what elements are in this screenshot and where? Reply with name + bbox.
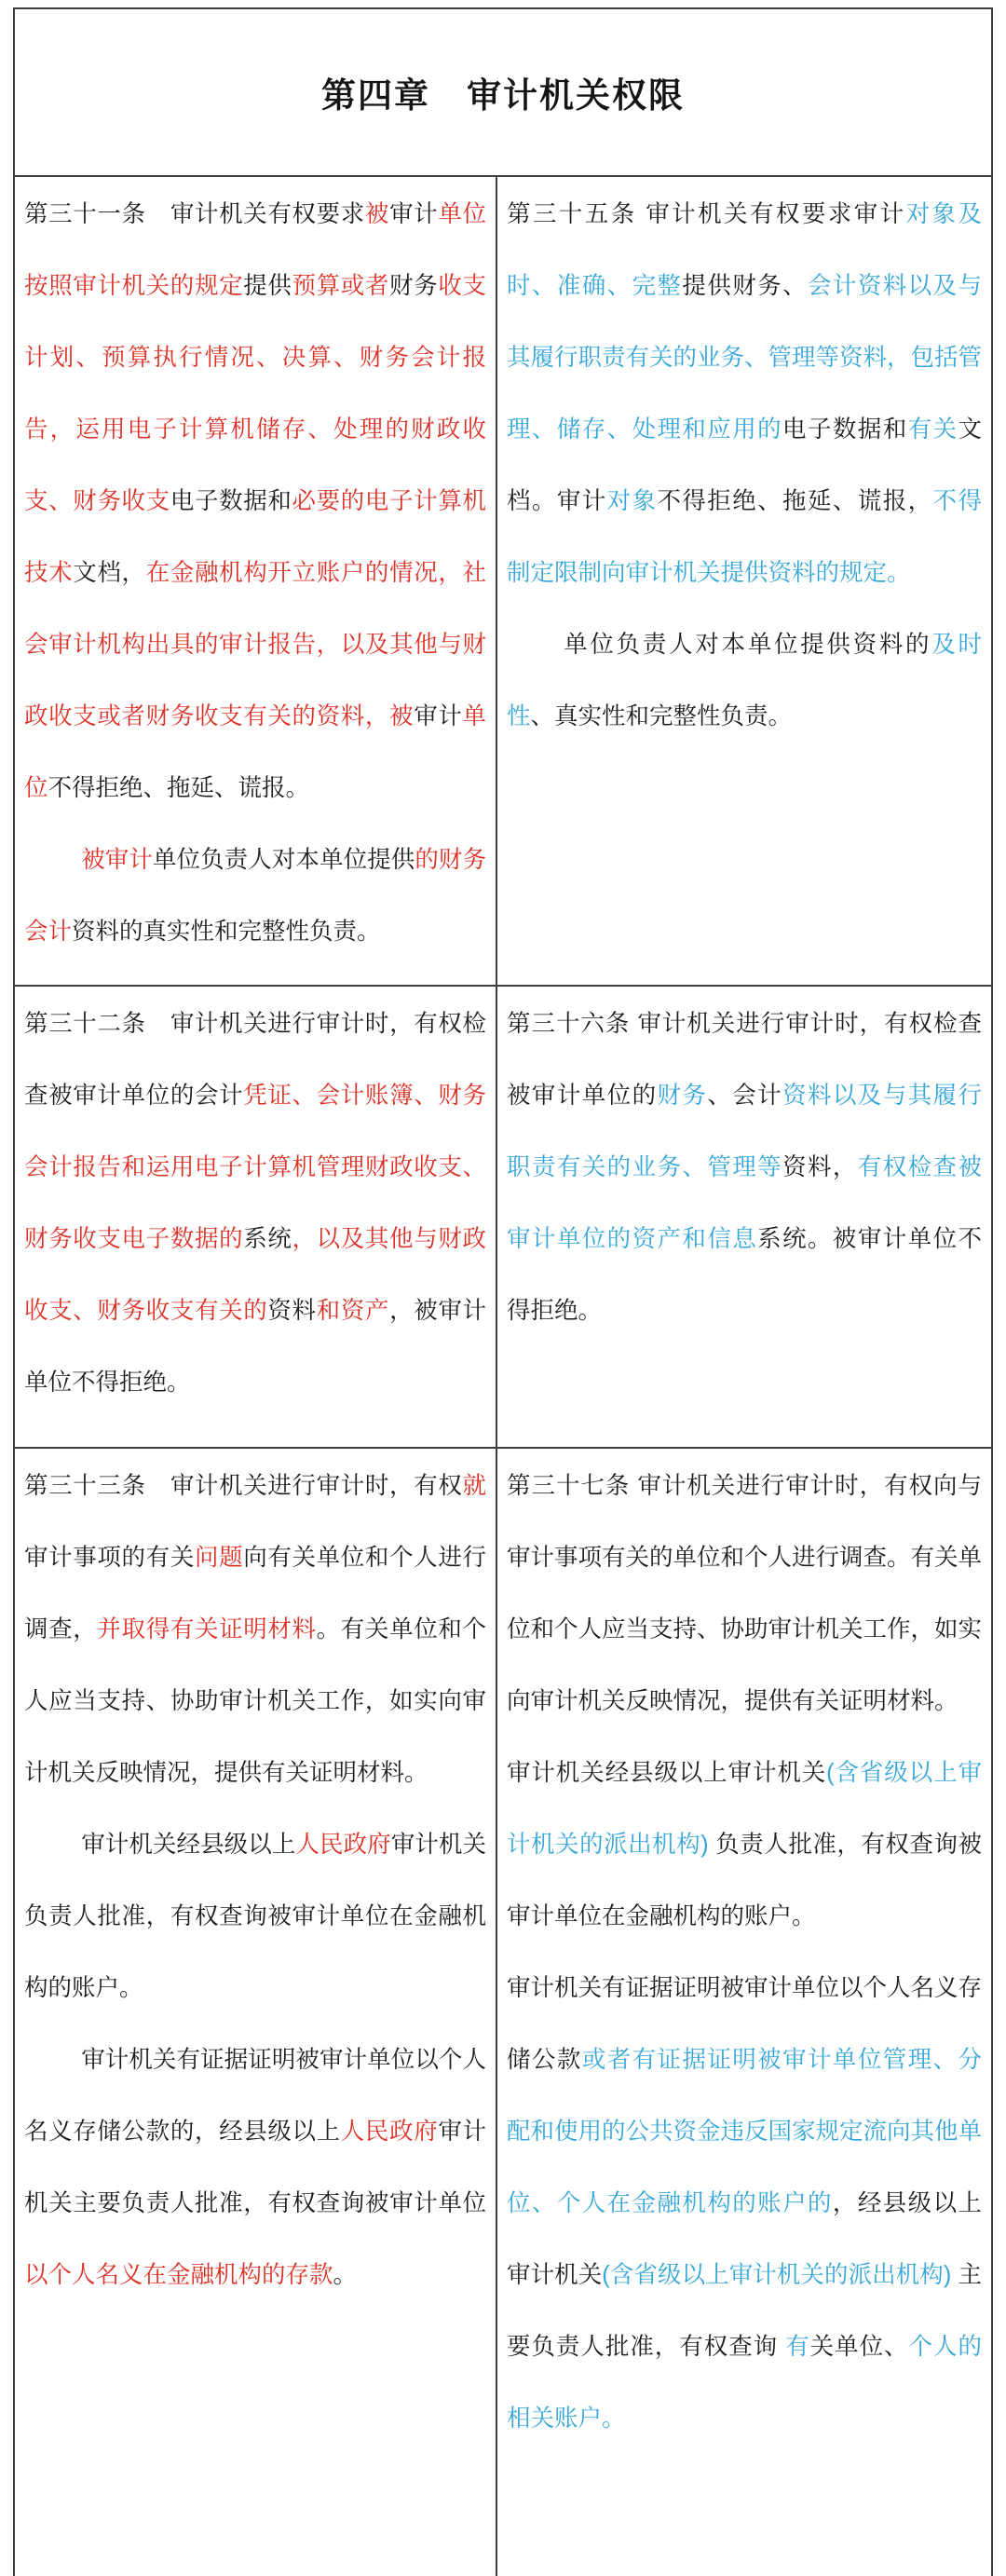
text-segment-red: 被审计 xyxy=(81,847,153,873)
text-segment-blue: 个人的相关账户。 xyxy=(507,2334,982,2432)
table-row xyxy=(15,177,991,985)
text-segment-red: 就 xyxy=(462,1473,486,1499)
text-segment-black: 资料 xyxy=(267,1298,317,1324)
text-segment-black: 第三十六条 审计机关进行审计时，有权检查被审计单位的 xyxy=(507,1011,982,1109)
comparison-table xyxy=(13,7,993,2576)
text-segment-red: 问题 xyxy=(194,1545,244,1571)
text-segment-black: 提供 xyxy=(243,273,292,299)
paragraph xyxy=(24,179,486,825)
text-segment-black: 不得拒绝、拖延、谎报， xyxy=(657,488,933,514)
text-segment-blue: 不得制定限制向审计机关提供资料的规定。 xyxy=(507,488,982,586)
text-segment-red: 并取得有关证明材料 xyxy=(97,1616,317,1642)
text-segment-red: 的财务会计 xyxy=(24,847,486,945)
text-segment-black: 第三十五条 审计机关有权要求审计 xyxy=(507,201,906,227)
text-segment-red: 人民政府 xyxy=(295,1832,391,1858)
paragraph xyxy=(507,1953,982,2455)
text-segment-black: 电子数据和 xyxy=(782,416,908,443)
text-segment-red: 单位 xyxy=(24,703,486,801)
text-segment-blue: 有 xyxy=(785,2334,810,2360)
text-segment-black: 第三十三条 审计机关进行审计时，有权 xyxy=(24,1473,463,1499)
article-cell-right-第三十五条 xyxy=(497,177,991,985)
text-segment-black: 审计机关负责人批准，有权查询被审计单位在金融机构的账户。 xyxy=(24,1832,486,2001)
text-segment-red: 必要的电子计算机技术 xyxy=(24,488,486,586)
paragraph xyxy=(507,1738,982,1953)
paragraph xyxy=(24,825,486,968)
text-segment-blue: 及时性 xyxy=(507,632,982,729)
text-segment-black: 审计事项的有关 xyxy=(24,1545,195,1571)
table-row xyxy=(15,1447,991,2576)
text-segment-red: 单位按照审计机关的规定 xyxy=(24,201,486,299)
text-segment-blue: 财务 xyxy=(657,1083,708,1109)
text-segment-red: 收支计划、预算执行情况、决算、财务会计报告，运用电子计算机储存、处理的财政收支、财务收支 xyxy=(24,273,486,514)
text-segment-red: ，以及其他与财政收支、财务收支有关的 xyxy=(24,1226,486,1324)
text-segment-black: 文档， xyxy=(73,560,146,586)
text-segment-black: 审计 xyxy=(389,201,439,227)
text-segment-black: 审计机关经县级以上 xyxy=(81,1832,296,1858)
text-segment-black: 系统。被审计单位不得拒绝。 xyxy=(507,1226,982,1324)
text-segment-black: 、会计 xyxy=(707,1083,783,1109)
article-cell-right-第三十七条 xyxy=(497,1449,991,2576)
table-body xyxy=(15,177,991,2576)
paragraph xyxy=(507,609,982,753)
text-segment-black: 。有关单位和个人应当支持、协助审计机关工作，如实向审计机关反映情况，提供有关证明材料。 xyxy=(24,1616,486,1786)
text-segment-red: 凭证、会计账簿、财务会计报告和运用电子计算机管理财政收支、财务收支电子数据的 xyxy=(24,1083,486,1252)
text-segment-red: 在金融机构开立账户的情况，社会审计机构出具的审计报告，以及其他与财政收支或者财务收支有关的资料，被 xyxy=(24,560,486,729)
text-segment-blue: 对象及时、准确、完整 xyxy=(507,201,982,299)
text-segment-black: 提供财务、 xyxy=(682,273,808,299)
table-row xyxy=(15,985,991,1447)
text-segment-black: 系统 xyxy=(243,1226,292,1252)
text-segment-red: 以个人名义在金融机构的存款 xyxy=(24,2262,333,2288)
text-segment-black: 主要负责人批准，有权查询 xyxy=(507,2262,982,2360)
text-segment-black: 审计机关经县级以上审计机关 xyxy=(507,1760,827,1786)
text-segment-black: ，被审计单位不得拒绝。 xyxy=(24,1298,486,1396)
text-segment-blue: 或者有证据证明被审计单位管理、分配和使用的公共资金违反国家规定流向其他单位、个人在金融机构的账户的 xyxy=(507,2047,983,2216)
text-segment-blue: 有权检查被审计单位的资产和信息 xyxy=(507,1154,982,1252)
text-segment-black: 向有关单位和个人进行调查， xyxy=(24,1545,486,1642)
text-segment-black: 审计 xyxy=(414,703,463,729)
article-cell-left-第三十三条 xyxy=(15,1449,497,2576)
paragraph xyxy=(24,988,486,1419)
text-segment-black: 财务 xyxy=(389,273,439,299)
text-segment-black: ，经县级以上审计机关 xyxy=(507,2190,982,2288)
text-segment-black: 第三十七条 审计机关进行审计时，有权向与审计事项有关的单位和个人进行调查。有关单位和个人应当支持、协助审计机关工作，如实向审计机关反映情况，提供有关证明材料。 xyxy=(507,1473,983,1714)
text-segment-black: 不得拒绝、拖延、谎报。 xyxy=(48,775,310,801)
paragraph xyxy=(24,1809,486,2024)
text-segment-black: 单位负责人对本单位提供 xyxy=(152,847,415,873)
text-segment-black: 审计机关主要负责人批准，有权查询被审计单位 xyxy=(24,2119,486,2216)
text-segment-blue: 有关 xyxy=(907,416,958,443)
text-segment-black: 、真实性和完整性负责。 xyxy=(530,703,793,729)
text-segment-red: 预算或者 xyxy=(292,273,390,299)
text-segment-black: 。 xyxy=(333,2262,358,2288)
article-cell-right-第三十六条 xyxy=(497,987,991,1447)
text-segment-red: 人民政府 xyxy=(340,2119,439,2145)
text-segment-black: 审计机关有证据证明被审计单位以个人名义存储公款的，经县级以上 xyxy=(24,2047,486,2145)
paragraph xyxy=(24,1451,486,1809)
article-cell-left-第三十一条 xyxy=(15,177,497,985)
text-segment-red: 被 xyxy=(364,201,390,227)
text-segment-black: 资料， xyxy=(782,1154,858,1180)
text-segment-blue: 会计资料以及与其履行职责有关的业务、管理等资料，包括管理、储存、处理和应用的 xyxy=(507,273,983,443)
paragraph xyxy=(507,988,982,1347)
text-segment-black: 第三十一条 审计机关有权要求 xyxy=(24,201,365,227)
text-segment-red: 和资产 xyxy=(316,1298,390,1324)
paragraph xyxy=(507,1451,982,1738)
text-segment-blue: (含省级以上审计机关的派出机构) xyxy=(602,2262,952,2288)
text-segment-black: 审计机关有证据证明被审计单位以个人名义存储公款 xyxy=(507,1975,983,2073)
text-segment-black: 文档。审计 xyxy=(507,416,982,514)
article-cell-left-第三十二条 xyxy=(15,987,497,1447)
text-segment-blue: 资料以及与其履行职责有关的业务、管理等 xyxy=(507,1083,982,1180)
text-segment-blue: 对象 xyxy=(606,488,658,514)
text-segment-black: 关单位、 xyxy=(809,2334,909,2360)
text-segment-black: 电子数据和 xyxy=(170,488,292,514)
paragraph xyxy=(507,179,982,609)
text-segment-black: 单位负责人对本单位提供资料的 xyxy=(564,632,932,658)
text-segment-black: 资料的真实性和完整性负责。 xyxy=(72,919,381,945)
text-segment-black: 第三十二条 审计机关进行审计时，有权检查被审计单位的会计 xyxy=(24,1011,486,1109)
paragraph xyxy=(24,2024,486,2311)
chapter-title: 第四章 审计机关权限 xyxy=(15,9,991,177)
text-segment-blue: (含省级以上审计机关的派出机构) xyxy=(507,1760,982,1858)
text-segment-black: 负责人批准，有权查询被审计单位在金融机构的账户。 xyxy=(507,1832,982,1929)
